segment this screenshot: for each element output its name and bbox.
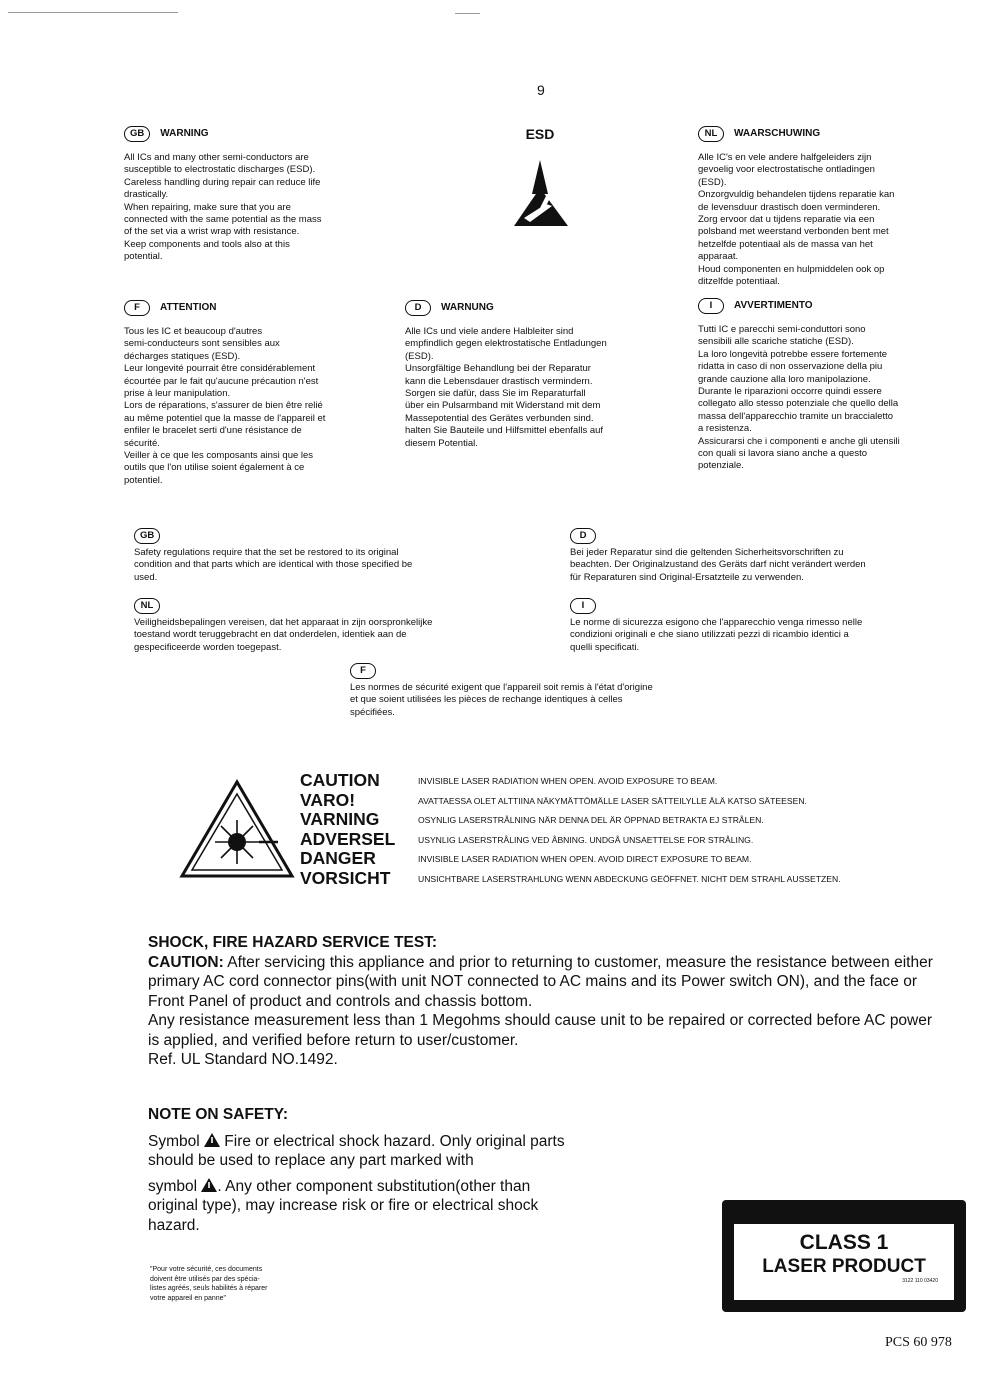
safety-body: Les normes de sécurité exigent que l'appareil soit remis à l'état d'origine et que soient utilisées les pièces de rechange identiques à celles spécifiées. bbox=[350, 682, 653, 718]
laser-text: AVATTAESSA OLET ALTTIINA NÄKYMÄTTÖMÄLLE LASER SÄTTEILYLLE ÄLÄ KATSO SÄTEESEN. bbox=[418, 795, 807, 806]
class1-line2: LASER PRODUCT bbox=[762, 1256, 926, 1277]
safety-body: Le norme di sicurezza esigono che l'apparecchio venga rimesso nelle condizioni originali e che siano utilizzati pezzi di ricambio identici a quelli specificati. bbox=[570, 617, 863, 653]
badge-f: F bbox=[350, 663, 376, 679]
badge-f: F bbox=[124, 300, 150, 316]
safety-gb bbox=[134, 528, 514, 584]
warning-gb bbox=[124, 126, 394, 264]
laser-texts bbox=[418, 772, 841, 889]
warning-body: Alle IC's en vele andere halfgeleiders zijn gevoelig voor electrostatische ontladingen (ESD). Onzorgvuldig behandelen tijdens reparatie kan de levensduur drastisch doen verminderen. Zorg ervoor dat u tijdens reparatie via een polsband met weerstand verbonden bent met hetzelfde potentiaal als de massa van het apparaat. Houd componenten en hulpmiddelen ook op ditzelfde potentiaal. bbox=[698, 152, 895, 288]
laser-text: INVISIBLE LASER RADIATION WHEN OPEN. AVOID DIRECT EXPOSURE TO BEAM. bbox=[418, 854, 752, 864]
class1-line1: CLASS 1 bbox=[799, 1231, 889, 1254]
note-title: NOTE ON SAFETY: bbox=[148, 1106, 289, 1123]
badge-gb: GB bbox=[124, 126, 150, 142]
laser-label: CAUTION bbox=[300, 770, 380, 790]
note-line: symbol . Any other component substitution(other than original type), may increase risk or fire or electrical shock hazard. bbox=[148, 1177, 539, 1234]
warning-body: Tous les IC et beaucoup d'autres semi-conducteurs sont sensibles aux décharges statiques (ESD). Leur longevité pourrait être considérablement écourtée par le fait qu'aucune précaution n'est prise à leur manipulation. Lors de réparations, s'assurer de bien être relié au même potentiel que la masse de l'appareil et enfiler le bracelet serti d'une résistance de sécurité. Veiller à ce que les composants ainsi que les outils que l'on utilise soient également à ce potentiel. bbox=[124, 326, 326, 486]
safety-i bbox=[570, 598, 965, 654]
badge-i: I bbox=[698, 298, 724, 314]
safety-body: Safety regulations require that the set be restored to its original condition and that parts which are identical with those specified be used. bbox=[134, 547, 413, 583]
warning-body: Alle ICs und viele andere Halbleiter sind empfindlich gegen elektrostatische Entladungen (ESD). Unsorgfältige Behandlung bei der Reparatur kann die Lebensdauer drastisch vermindern. Sorgen sie dafür, dass Sie im Reparaturfall über ein Pulsarmband mit Widerstand mit dem Massepotential des Gerätes verbunden sind. halten Sie Bauteile und Hilfsmittel ebenfalls auf diesem Potential. bbox=[405, 326, 607, 449]
warning-title: WARNUNG bbox=[441, 301, 494, 313]
badge-gb: GB bbox=[134, 528, 160, 544]
warning-body: All ICs and many other semi-conductors are susceptible to electrostatic discharges (ESD). Careless handling during repair can reduce life drastically. When repairing, make sure that you are connected with the same potential as the mass of the set via a wrist wrap with resistance. Keep components and tools also at this potential. bbox=[124, 152, 322, 263]
laser-text: INVISIBLE LASER RADIATION WHEN OPEN. AVOID EXPOSURE TO BEAM. bbox=[418, 776, 718, 786]
laser-warning-icon bbox=[178, 778, 296, 880]
warning-title: ATTENTION bbox=[160, 301, 217, 313]
safety-body: Bei jeder Reparatur sind die geltenden Sicherheitsvorschriften zu beachten. Der Originalzustand des Geräts darf nicht verändert werden für Reparaturen sind Original-Ersatzteile zu verwenden. bbox=[570, 547, 866, 583]
hazard-triangle-icon bbox=[204, 1133, 220, 1147]
badge-nl: NL bbox=[134, 598, 160, 614]
laser-text: USYNLIG LASERSTRÅLING VED ÅBNING. UNDGÅ UNSAETTELSE FOR STRÅLING. bbox=[418, 834, 754, 845]
shock-test-caution: CAUTION: After servicing this appliance and prior to returning to customer, measure the resistance between either primary AC cord connector pins(with unit NOT connected to AC mains and its Power switch ON), and the face or Front Panel of product and controls and chassis bottom. bbox=[148, 953, 933, 1010]
warning-title: WARNING bbox=[160, 127, 209, 139]
page-number: 9 bbox=[537, 82, 545, 98]
laser-label: VORSICHT bbox=[300, 867, 391, 888]
laser-labels bbox=[300, 771, 395, 888]
laser-label: ADVERSEL bbox=[300, 828, 396, 849]
safety-f bbox=[350, 663, 770, 719]
warning-title: AVVERTIMENTO bbox=[734, 299, 813, 311]
shock-test-para: Any resistance measurement less than 1 Megohms should cause unit to be repaired or corrected before AC power is applied, and verified before return to user/customer. bbox=[148, 1012, 933, 1049]
laser-label: DANGER bbox=[300, 848, 376, 868]
shock-test-title: SHOCK, FIRE HAZARD SERVICE TEST: bbox=[148, 934, 438, 951]
warning-i bbox=[698, 298, 968, 473]
hazard-triangle-icon bbox=[201, 1178, 217, 1192]
badge-i: I bbox=[570, 598, 596, 614]
safety-d bbox=[570, 528, 965, 584]
shock-test-ref: Ref. UL Standard NO.1492. bbox=[148, 1051, 338, 1068]
document-code: PCS 60 978 bbox=[885, 1335, 952, 1350]
warning-d bbox=[405, 300, 685, 450]
laser-label: VARNING bbox=[300, 809, 380, 829]
badge-d: D bbox=[570, 528, 596, 544]
laser-label: VARO! bbox=[300, 789, 356, 810]
warning-title: WAARSCHUWING bbox=[734, 127, 821, 139]
safety-nl bbox=[134, 598, 534, 654]
note-on-safety bbox=[148, 1105, 568, 1235]
french-note: "Pour votre sécurité, ces documents doivent être utilisés par des spécia- listes agréés, seuls habilités à réparer votre appareil en panne" bbox=[150, 1266, 268, 1302]
class1-label bbox=[722, 1200, 966, 1312]
badge-d: D bbox=[405, 300, 431, 316]
warning-f bbox=[124, 300, 394, 487]
badge-nl: NL bbox=[698, 126, 724, 142]
class1-code: 3122 110 03420 bbox=[902, 1278, 938, 1284]
esd-block bbox=[490, 126, 590, 233]
esd-title: ESD bbox=[525, 126, 555, 142]
scan-artifact bbox=[455, 13, 480, 14]
laser-text: UNSICHTBARE LASERSTRAHLUNG WENN ABDECKUNG GEÖFFNET. NICHT DEM STRAHL AUSSETZEN. bbox=[418, 873, 841, 884]
esd-hand-icon bbox=[500, 148, 580, 228]
warning-nl bbox=[698, 126, 968, 288]
safety-body: Veiligheidsbepalingen vereisen, dat het apparaat in zijn oorspronkelijke toestand wordt teruggebracht en dat onderdelen, identiek aan de gespecificeerde worden toegepast. bbox=[134, 617, 433, 653]
shock-test-section bbox=[148, 933, 943, 1070]
note-line: Symbol Fire or electrical shock hazard. Only original parts should be used to replace any part marked with bbox=[148, 1132, 565, 1169]
scan-artifact bbox=[8, 12, 178, 13]
warning-body: Tutti IC e parecchi semi-conduttori sono sensibili alle scariche statiche (ESD). La loro longevità potrebbe essere fortemente ridatta in caso di non osservazione della piu grande cauzione alla loro manipolazione. Durante le riparazioni occorre quindi essere collegato allo stesso potenziale che quello della massa dell'apparecchio tramite un braccialetto a resistenza. Assicurarsi che i componenti e anche gli utensili con quali si lavora siano anche a questo potenziale. bbox=[698, 324, 900, 472]
laser-text: OSYNLIG LASERSTRÅLNING NÄR DENNA DEL ÄR ÖPPNAD BETRAKTA EJ STRÅLEN. bbox=[418, 815, 764, 825]
